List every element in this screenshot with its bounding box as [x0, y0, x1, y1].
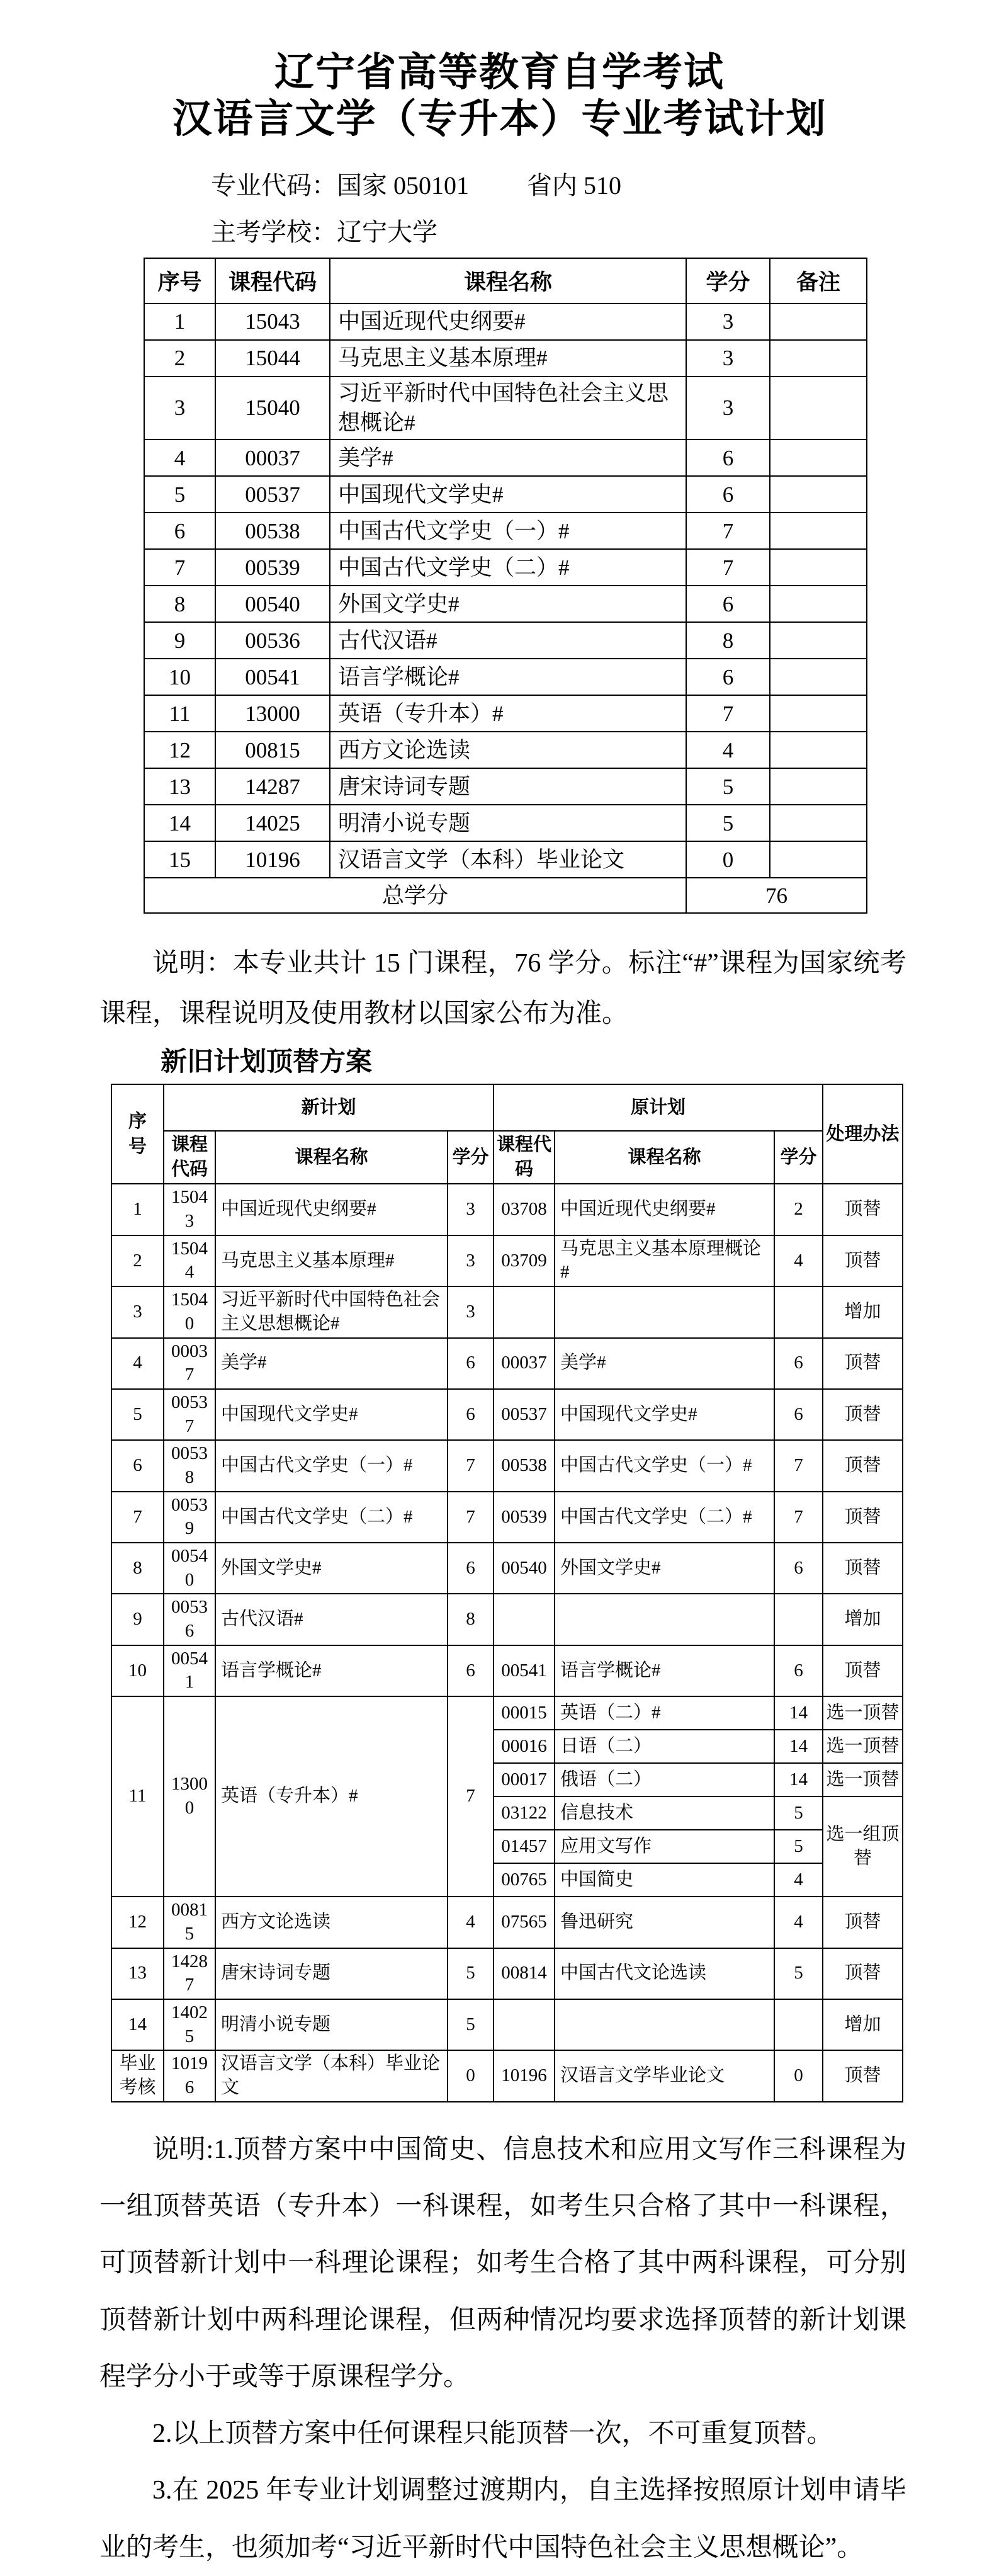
cell-old-credits: 5 — [774, 1830, 823, 1863]
cell-new-code: 15044 — [164, 1235, 215, 1286]
cell-serial: 13 — [144, 768, 215, 805]
cell-old-name: 中国古代文学史（二）# — [555, 1492, 774, 1543]
cell-new-code: 10196 — [164, 2050, 215, 2101]
cell-action: 选一顶替 — [823, 1730, 903, 1763]
total-label: 总学分 — [144, 878, 686, 913]
cell-remark — [770, 732, 867, 768]
cell-old-credits: 6 — [774, 1389, 823, 1440]
cell-old-name: 应用文写作 — [555, 1830, 774, 1863]
cell-new-code: 14025 — [164, 1999, 215, 2050]
cell-serial: 6 — [144, 513, 215, 549]
cell-old-code: 00538 — [494, 1440, 555, 1491]
cell-serial: 9 — [111, 1594, 164, 1645]
cell-serial: 3 — [144, 377, 215, 440]
cell-old-credits: 5 — [774, 1948, 823, 1999]
cell-course-name: 马克思主义基本原理# — [330, 340, 686, 377]
table-row — [144, 440, 867, 476]
cell-serial: 2 — [144, 340, 215, 377]
cell-old-name: 外国文学史# — [555, 1543, 774, 1594]
table-row — [144, 659, 867, 695]
cell-action: 顶替 — [823, 1948, 903, 1999]
cell-serial: 毕业考核 — [111, 2050, 164, 2101]
cell-old-credits: 6 — [774, 1645, 823, 1696]
cell-new-credits: 7 — [448, 1440, 494, 1491]
table-row — [111, 1389, 903, 1440]
cell-serial: 6 — [111, 1440, 164, 1491]
table-row — [111, 1338, 903, 1389]
header-course-code: 课程代码 — [215, 258, 330, 304]
cell-old-code: 00814 — [494, 1948, 555, 1999]
cell-serial: 10 — [144, 659, 215, 695]
table-row — [111, 1594, 903, 1645]
header-new-plan: 新计划 — [164, 1084, 494, 1131]
cell-remark — [770, 513, 867, 549]
replace-plan-heading: 新旧计划顶替方案 — [161, 1046, 373, 1076]
cell-old-credits: 6 — [774, 1338, 823, 1389]
cell-old-name: 中国近现代史纲要# — [555, 1184, 774, 1235]
cell-serial: 4 — [144, 440, 215, 476]
table-row — [144, 304, 867, 340]
header-old-course-code: 课程代码 — [494, 1131, 555, 1184]
cell-credits: 8 — [686, 622, 770, 659]
cell-course-code: 15040 — [215, 377, 330, 440]
cell-action: 增加 — [823, 1286, 903, 1337]
plan-note: 说明：本专业共计 15 门课程，76 学分。标注“#”课程为国家统考课程，课程说明及使用教材以国家公布为准。 — [99, 949, 906, 1028]
cell-course-name: 汉语言文学（本科）毕业论文 — [330, 841, 686, 878]
header-old-course-name: 课程名称 — [555, 1131, 774, 1184]
cell-remark — [770, 695, 867, 732]
total-row — [144, 878, 867, 913]
cell-course-code: 15044 — [215, 340, 330, 377]
province-code: 省内 510 — [527, 171, 621, 200]
cell-old-name — [555, 1286, 774, 1337]
cell-new-credits: 5 — [448, 1948, 494, 1999]
cell-new-code: 14287 — [164, 1948, 215, 1999]
cell-credits: 6 — [686, 586, 770, 622]
table-row-english-group — [111, 1696, 903, 1730]
cell-new-code: 00537 — [164, 1389, 215, 1440]
cell-old-credits: 0 — [774, 2050, 823, 2101]
cell-old-code — [494, 1999, 555, 2050]
header-remark: 备注 — [770, 258, 867, 304]
header-action: 处理办法 — [823, 1084, 903, 1184]
cell-old-credits — [774, 1999, 823, 2050]
cell-action: 顶替 — [823, 1235, 903, 1286]
cell-new-code: 13000 — [164, 1696, 215, 1897]
cell-old-code: 00539 — [494, 1492, 555, 1543]
table-row — [111, 1999, 903, 2050]
cell-new-name: 汉语言文学（本科）毕业论文 — [215, 2050, 448, 2101]
cell-new-name: 美学# — [215, 1338, 448, 1389]
cell-new-name: 西方文论选读 — [215, 1897, 448, 1948]
cell-old-code: 00765 — [494, 1863, 555, 1897]
cell-serial: 1 — [144, 304, 215, 340]
cell-new-credits: 7 — [448, 1492, 494, 1543]
cell-old-code: 03709 — [494, 1235, 555, 1286]
cell-serial: 11 — [144, 695, 215, 732]
cell-serial: 2 — [111, 1235, 164, 1286]
host-school-line: 主考学校：辽宁大学 — [211, 217, 437, 246]
cell-action: 顶替 — [823, 1492, 903, 1543]
cell-serial: 9 — [144, 622, 215, 659]
cell-credits: 3 — [686, 340, 770, 377]
cell-serial: 13 — [111, 1948, 164, 1999]
cell-new-code: 00536 — [164, 1594, 215, 1645]
cell-new-name: 外国文学史# — [215, 1543, 448, 1594]
header-new-course-code: 课程代码 — [164, 1131, 215, 1184]
cell-action: 顶替 — [823, 1440, 903, 1491]
table-row — [111, 1948, 903, 1999]
cell-old-credits: 7 — [774, 1492, 823, 1543]
cell-course-name: 中国古代文学史（一）# — [330, 513, 686, 549]
cell-action: 顶替 — [823, 1645, 903, 1696]
cell-new-code: 15040 — [164, 1286, 215, 1337]
table-row — [144, 549, 867, 586]
cell-course-name: 明清小说专题 — [330, 805, 686, 841]
cell-old-name: 俄语（二） — [555, 1763, 774, 1796]
cell-old-name: 中国现代文学史# — [555, 1389, 774, 1440]
cell-old-name: 中国古代文学史（一）# — [555, 1440, 774, 1491]
header-old-plan: 原计划 — [494, 1084, 823, 1131]
cell-action: 增加 — [823, 1999, 903, 2050]
replacement-table — [111, 1084, 903, 2102]
cell-old-credits: 7 — [774, 1440, 823, 1491]
cell-remark — [770, 377, 867, 440]
cell-course-code: 00539 — [215, 549, 330, 586]
cell-serial: 7 — [111, 1492, 164, 1543]
cell-new-credits: 6 — [448, 1389, 494, 1440]
table-row — [144, 768, 867, 805]
replacement-header-row1 — [111, 1084, 903, 1131]
cell-old-credits: 6 — [774, 1543, 823, 1594]
cell-new-code: 00815 — [164, 1897, 215, 1948]
cell-old-name: 信息技术 — [555, 1796, 774, 1830]
table-row — [144, 513, 867, 549]
cell-old-name — [555, 1594, 774, 1645]
cell-action: 顶替 — [823, 1543, 903, 1594]
cell-course-code: 13000 — [215, 695, 330, 732]
cell-old-credits — [774, 1594, 823, 1645]
table-row — [144, 586, 867, 622]
cell-old-code: 10196 — [494, 2050, 555, 2101]
cell-new-name: 唐宋诗词专题 — [215, 1948, 448, 1999]
cell-group-action: 选一组顶替 — [823, 1796, 903, 1897]
major-code-line — [211, 171, 999, 201]
cell-credits: 0 — [686, 841, 770, 878]
cell-old-name: 英语（二）# — [555, 1696, 774, 1730]
cell-old-name: 中国古代文论选读 — [555, 1948, 774, 1999]
header-new-course-name: 课程名称 — [215, 1131, 448, 1184]
table-row — [144, 340, 867, 377]
cell-action: 顶替 — [823, 1338, 903, 1389]
cell-new-name: 习近平新时代中国特色社会主义思想概论# — [215, 1286, 448, 1337]
table-row — [144, 622, 867, 659]
cell-course-code: 15043 — [215, 304, 330, 340]
cell-course-code: 00536 — [215, 622, 330, 659]
cell-serial: 7 — [144, 549, 215, 586]
exam-plan-table — [144, 258, 867, 914]
cell-old-credits: 4 — [774, 1235, 823, 1286]
cell-new-credits: 8 — [448, 1594, 494, 1645]
cell-new-name: 明清小说专题 — [215, 1999, 448, 2050]
cell-serial: 5 — [144, 476, 215, 513]
table-header-row — [144, 258, 867, 304]
cell-new-name: 中国古代文学史（二）# — [215, 1492, 448, 1543]
cell-old-name: 中国简史 — [555, 1863, 774, 1897]
cell-course-code: 10196 — [215, 841, 330, 878]
cell-new-credits: 5 — [448, 1999, 494, 2050]
cell-old-name: 美学# — [555, 1338, 774, 1389]
cell-old-code: 07565 — [494, 1897, 555, 1948]
cell-remark — [770, 805, 867, 841]
cell-old-name: 马克思主义基本原理概论# — [555, 1235, 774, 1286]
cell-old-credits: 2 — [774, 1184, 823, 1235]
cell-new-credits: 3 — [448, 1235, 494, 1286]
cell-new-code: 00541 — [164, 1645, 215, 1696]
cell-serial: 14 — [144, 805, 215, 841]
cell-serial: 10 — [111, 1645, 164, 1696]
cell-course-code: 00037 — [215, 440, 330, 476]
cell-old-code: 00017 — [494, 1763, 555, 1796]
table-row — [144, 695, 867, 732]
cell-course-code: 00538 — [215, 513, 330, 549]
header-old-credits: 学分 — [774, 1131, 823, 1184]
cell-course-name: 习近平新时代中国特色社会主义思想概论# — [330, 377, 686, 440]
cell-course-code: 00815 — [215, 732, 330, 768]
cell-course-name: 美学# — [330, 440, 686, 476]
cell-new-name: 中国现代文学史# — [215, 1389, 448, 1440]
cell-remark — [770, 841, 867, 878]
cell-course-name: 古代汉语# — [330, 622, 686, 659]
cell-old-credits — [774, 1286, 823, 1337]
cell-old-code: 00540 — [494, 1543, 555, 1594]
page-title-line1: 辽宁省高等教育自学考试 — [274, 50, 725, 94]
cell-new-code: 00540 — [164, 1543, 215, 1594]
cell-old-credits: 14 — [774, 1763, 823, 1796]
cell-old-code: 00037 — [494, 1338, 555, 1389]
cell-credits: 7 — [686, 513, 770, 549]
header-course-name: 课程名称 — [330, 258, 686, 304]
cell-new-credits: 3 — [448, 1184, 494, 1235]
cell-remark — [770, 659, 867, 695]
cell-remark — [770, 586, 867, 622]
cell-new-credits: 6 — [448, 1543, 494, 1594]
table-row — [111, 1645, 903, 1696]
cell-new-credits: 3 — [448, 1286, 494, 1337]
cell-action: 顶替 — [823, 2050, 903, 2101]
cell-serial: 5 — [111, 1389, 164, 1440]
cell-old-credits: 14 — [774, 1696, 823, 1730]
cell-serial: 1 — [111, 1184, 164, 1235]
cell-old-code: 00541 — [494, 1645, 555, 1696]
table-row — [111, 1286, 903, 1337]
cell-credits: 6 — [686, 659, 770, 695]
cell-course-name: 中国现代文学史# — [330, 476, 686, 513]
cell-credits: 3 — [686, 304, 770, 340]
replacement-header-row2 — [111, 1131, 903, 1184]
cell-credits: 7 — [686, 549, 770, 586]
cell-old-code: 01457 — [494, 1830, 555, 1863]
table-row — [111, 1492, 903, 1543]
cell-course-code: 00537 — [215, 476, 330, 513]
header-serial: 序号 — [144, 258, 215, 304]
cell-old-code: 00016 — [494, 1730, 555, 1763]
header-serial: 序号 — [111, 1084, 164, 1184]
table-row — [144, 377, 867, 440]
table-row — [111, 1897, 903, 1948]
cell-old-name: 语言学概论# — [555, 1645, 774, 1696]
table-row — [111, 1184, 903, 1235]
cell-remark — [770, 476, 867, 513]
cell-old-code: 00015 — [494, 1696, 555, 1730]
cell-remark — [770, 768, 867, 805]
table-row — [144, 732, 867, 768]
cell-old-name: 汉语言文学毕业论文 — [555, 2050, 774, 2101]
cell-action: 顶替 — [823, 1184, 903, 1235]
cell-serial: 8 — [144, 586, 215, 622]
cell-serial: 14 — [111, 1999, 164, 2050]
cell-new-credits: 6 — [448, 1645, 494, 1696]
table-row — [111, 1543, 903, 1594]
cell-remark — [770, 549, 867, 586]
cell-course-name: 中国古代文学史（二）# — [330, 549, 686, 586]
cell-new-code: 00539 — [164, 1492, 215, 1543]
cell-credits: 6 — [686, 440, 770, 476]
cell-old-code: 00537 — [494, 1389, 555, 1440]
cell-course-code: 00541 — [215, 659, 330, 695]
cell-serial: 12 — [144, 732, 215, 768]
cell-course-name: 语言学概论# — [330, 659, 686, 695]
cell-action: 选一顶替 — [823, 1696, 903, 1730]
cell-new-credits: 4 — [448, 1897, 494, 1948]
cell-remark — [770, 622, 867, 659]
table-row — [144, 476, 867, 513]
cell-serial: 4 — [111, 1338, 164, 1389]
note-3: 3.在 2025 年专业计划调整过渡期内，自主选择按照原计划申请毕业的考生，也须加考“习近平新时代中国特色社会主义思想概论”。 — [99, 2476, 906, 2562]
cell-old-credits: 14 — [774, 1730, 823, 1763]
table-row — [144, 841, 867, 878]
cell-course-name: 英语（专升本）# — [330, 695, 686, 732]
cell-credits: 5 — [686, 805, 770, 841]
cell-old-name: 鲁迅研究 — [555, 1897, 774, 1948]
cell-serial: 11 — [111, 1696, 164, 1897]
table-row-graduation — [111, 2050, 903, 2101]
cell-old-credits: 4 — [774, 1863, 823, 1897]
cell-course-name: 西方文论选读 — [330, 732, 686, 768]
cell-course-name: 中国近现代史纲要# — [330, 304, 686, 340]
cell-course-code: 14025 — [215, 805, 330, 841]
cell-new-name: 英语（专升本）# — [215, 1696, 448, 1897]
table-row — [111, 1440, 903, 1491]
cell-new-name: 马克思主义基本原理# — [215, 1235, 448, 1286]
cell-new-code: 00037 — [164, 1338, 215, 1389]
cell-action: 选一顶替 — [823, 1763, 903, 1796]
note-2: 2.以上顶替方案中任何课程只能顶替一次，不可重复顶替。 — [152, 2419, 833, 2449]
cell-old-code — [494, 1594, 555, 1645]
cell-credits: 6 — [686, 476, 770, 513]
note-1: 说明:1.顶替方案中中国简史、信息技术和应用文写作三科课程为一组顶替英语（专升本）一科课程，如考生只合格了其中一科课程，可顶替新计划中一科理论课程；如考生合格了其中两科课程，可分别顶替新计划中两科理论课程，但两种情况均要求选择顶替的新计划课程学分小于或等于原课程学分。 — [99, 2135, 906, 2392]
page-title-line2: 汉语言文学（专升本）专业考试计划 — [172, 97, 827, 142]
major-code-label: 专业代码：国家 050101 — [211, 171, 469, 200]
cell-remark — [770, 340, 867, 377]
cell-new-code: 15043 — [164, 1184, 215, 1235]
cell-course-code: 14287 — [215, 768, 330, 805]
cell-remark — [770, 304, 867, 340]
table-row — [111, 1235, 903, 1286]
cell-old-credits: 5 — [774, 1796, 823, 1830]
cell-old-credits: 4 — [774, 1897, 823, 1948]
cell-remark — [770, 440, 867, 476]
cell-new-credits: 7 — [448, 1696, 494, 1897]
cell-credits: 5 — [686, 768, 770, 805]
cell-course-name: 外国文学史# — [330, 586, 686, 622]
cell-course-code: 00540 — [215, 586, 330, 622]
cell-old-name: 日语（二） — [555, 1730, 774, 1763]
cell-old-name — [555, 1999, 774, 2050]
cell-old-code: 03122 — [494, 1796, 555, 1830]
header-credits: 学分 — [686, 258, 770, 304]
cell-action: 增加 — [823, 1594, 903, 1645]
cell-action: 顶替 — [823, 1897, 903, 1948]
cell-new-code: 00538 — [164, 1440, 215, 1491]
cell-serial: 15 — [144, 841, 215, 878]
total-value: 76 — [686, 878, 867, 913]
cell-new-credits: 6 — [448, 1338, 494, 1389]
table-row — [144, 805, 867, 841]
cell-new-credits: 0 — [448, 2050, 494, 2101]
cell-serial: 12 — [111, 1897, 164, 1948]
cell-new-name: 中国近现代史纲要# — [215, 1184, 448, 1235]
cell-new-name: 古代汉语# — [215, 1594, 448, 1645]
cell-serial: 8 — [111, 1543, 164, 1594]
cell-old-code — [494, 1286, 555, 1337]
cell-new-name: 语言学概论# — [215, 1645, 448, 1696]
cell-course-name: 唐宋诗词专题 — [330, 768, 686, 805]
cell-new-name: 中国古代文学史（一）# — [215, 1440, 448, 1491]
bottom-notes — [99, 2121, 906, 2576]
cell-old-code: 03708 — [494, 1184, 555, 1235]
cell-action: 顶替 — [823, 1389, 903, 1440]
cell-credits: 3 — [686, 377, 770, 440]
cell-credits: 4 — [686, 732, 770, 768]
cell-serial: 3 — [111, 1286, 164, 1337]
header-new-credits: 学分 — [448, 1131, 494, 1184]
cell-credits: 7 — [686, 695, 770, 732]
